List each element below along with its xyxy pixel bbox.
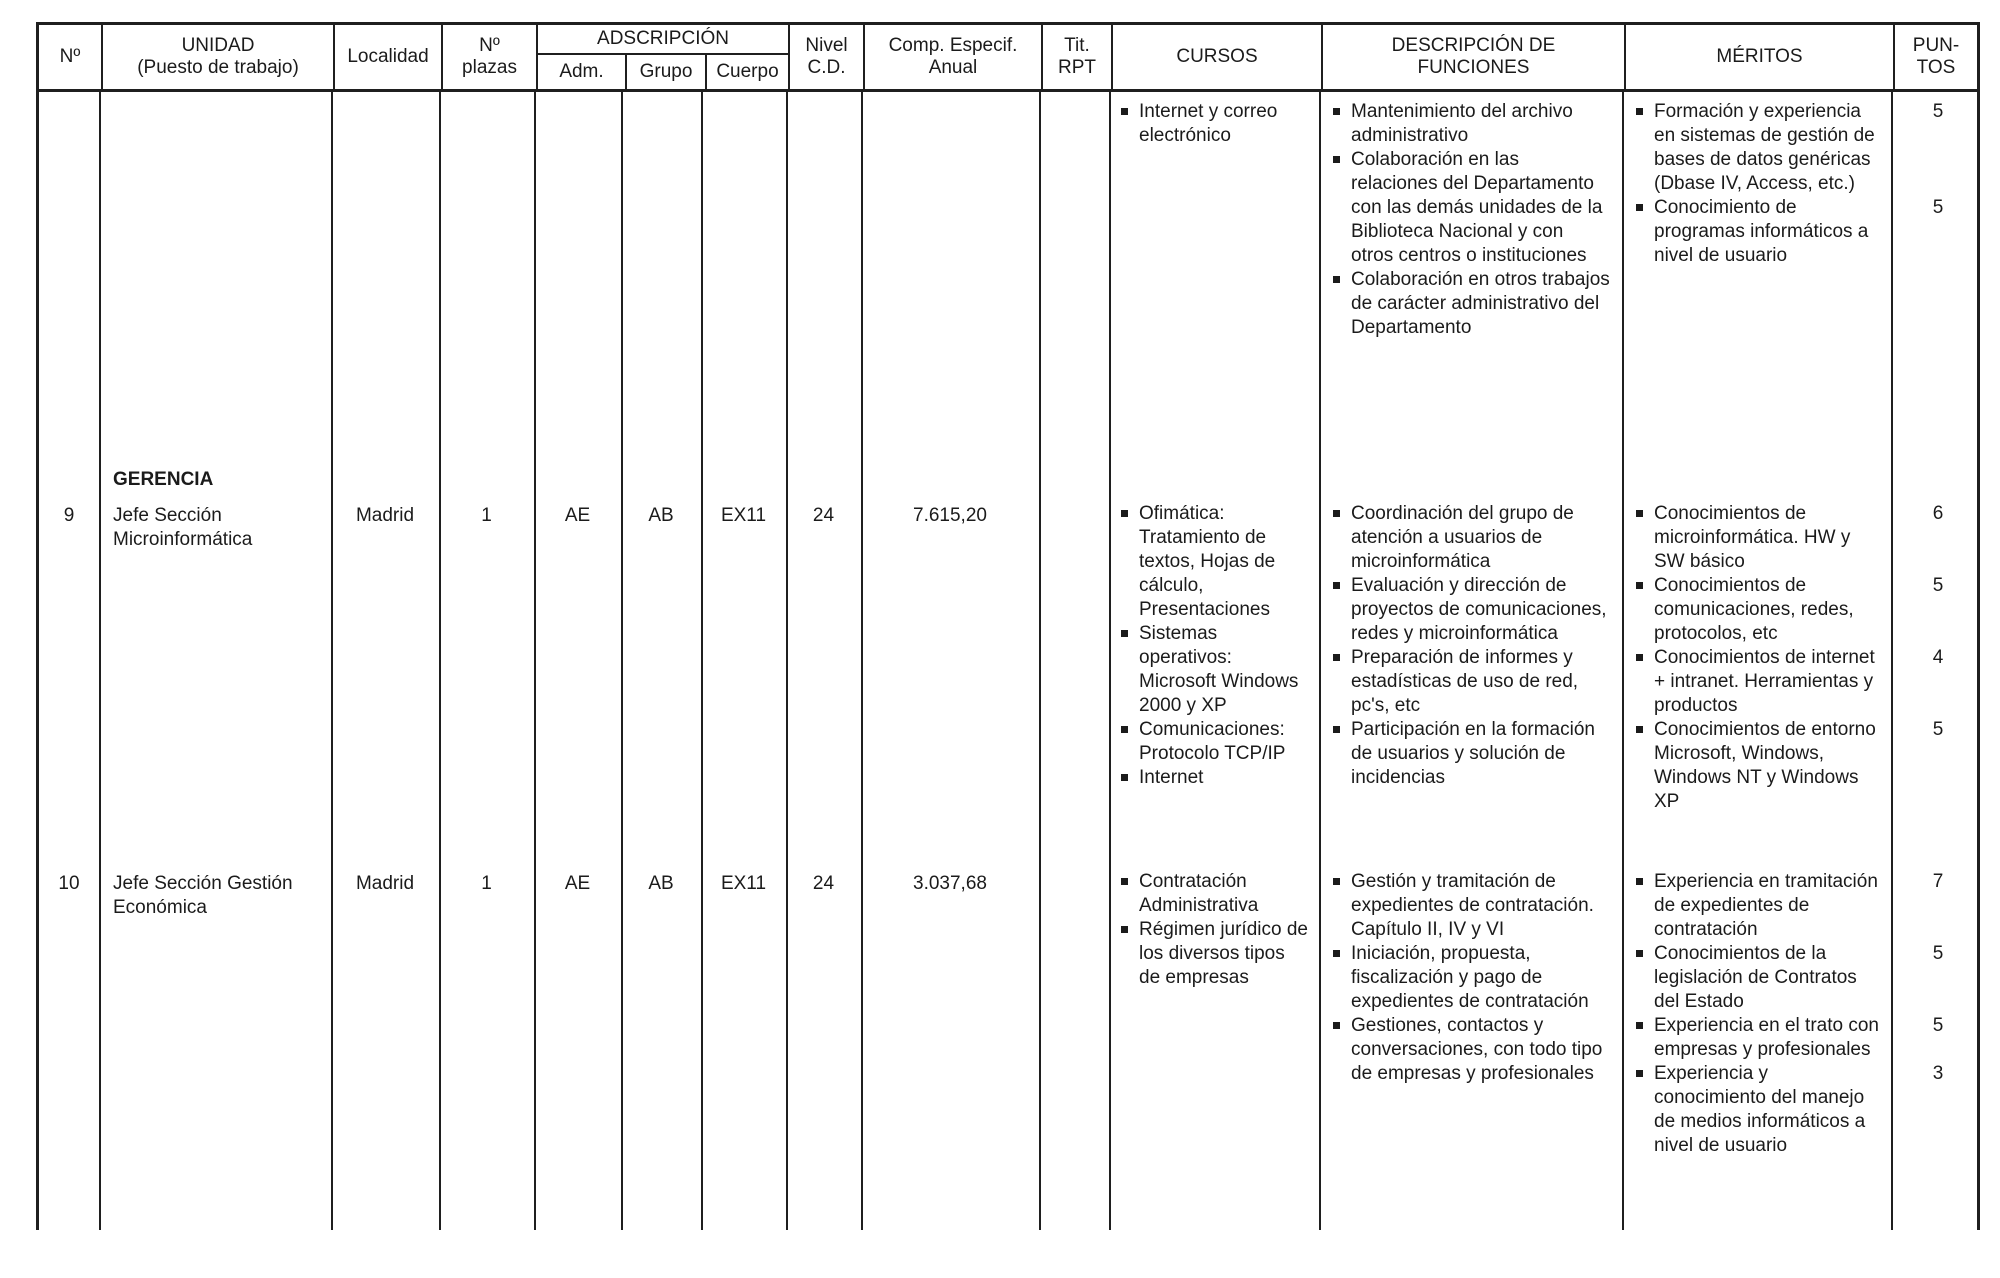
- header-adm: Adm.: [559, 61, 604, 82]
- bullet-square-icon: [1636, 878, 1643, 885]
- list-item: [1121, 502, 1309, 622]
- list-item: [1121, 100, 1309, 148]
- cell-cuerpo: EX11: [720, 873, 767, 894]
- table-body: [36, 92, 1980, 1230]
- funcion-text: Participación en la formación de usuarios y solución de incidencias: [1351, 719, 1595, 788]
- merit-text: Conocimientos de comunicaciones, redes, protocolos, etc: [1654, 575, 1854, 644]
- bullet-square-icon: [1121, 108, 1128, 115]
- header-unidad: [101, 25, 333, 89]
- header-comp: [863, 25, 1041, 89]
- column-divider: [1039, 92, 1041, 1230]
- merit-item: [1624, 942, 1893, 1014]
- cell-no: 10: [58, 873, 80, 894]
- merit-points: 5: [1932, 1015, 1944, 1036]
- list-item: [1333, 574, 1610, 646]
- cursos-list: [1111, 100, 1319, 148]
- list-item: [1333, 942, 1610, 1014]
- merit-points: 6: [1932, 503, 1944, 524]
- funcion-text: Mantenimiento del archivo administrativo: [1351, 101, 1573, 146]
- merit-item: [1624, 870, 1893, 942]
- list-item: [1333, 148, 1610, 268]
- bullet-square-icon: [1333, 878, 1340, 885]
- funcion-text: Coordinación del grupo de atención a usuarios de microinformática: [1351, 503, 1574, 572]
- funciones-list: [1321, 100, 1622, 340]
- merit-text: Conocimientos de internet + intranet. Herramientas y productos: [1654, 647, 1875, 716]
- cell-grupo: AB: [648, 873, 674, 894]
- header-tit-line1: Tit.: [1064, 35, 1090, 56]
- header-adscripcion-subrow: [538, 55, 788, 89]
- funciones-list: [1321, 502, 1622, 790]
- cursos-list: [1111, 870, 1319, 990]
- merit-text: Experiencia y conocimiento del manejo de medios informáticos a nivel de usuario: [1654, 1063, 1866, 1156]
- bullet-square-icon: [1333, 654, 1340, 661]
- bullet-square-icon: [1121, 774, 1128, 781]
- course-text: Régimen jurídico de los diversos tipos de empresas: [1139, 919, 1308, 988]
- column-divider: [621, 92, 623, 1230]
- header-nivel-line1: Nivel: [805, 35, 848, 56]
- list-item: [1121, 718, 1309, 766]
- column-divider: [861, 92, 863, 1230]
- funcion-text: Iniciación, propuesta, fiscalización y pago de expedientes de contratación: [1351, 943, 1589, 1012]
- list-item: [1333, 100, 1610, 148]
- merit-points: 5: [1932, 943, 1944, 964]
- header-meritos-label: MÉRITOS: [1716, 46, 1803, 67]
- list-item: [1121, 918, 1309, 990]
- header-comp-line1: Comp. Especif.: [888, 35, 1018, 56]
- cell-grupo: AB: [648, 505, 674, 526]
- merit-text: Conocimiento de programas informáticos a nivel de usuario: [1654, 197, 1869, 266]
- cell-unidad: Jefe Sección Gestión Económica: [113, 873, 293, 918]
- merit-item: [1624, 646, 1893, 718]
- header-localidad: [333, 25, 441, 89]
- header-localidad-label: Localidad: [347, 46, 429, 67]
- column-divider: [534, 92, 536, 1230]
- merit-points: 5: [1932, 719, 1944, 740]
- list-item: [1121, 766, 1309, 790]
- bullet-square-icon: [1636, 510, 1643, 517]
- merit-points: 7: [1932, 871, 1944, 892]
- cell-unidad: Jefe Sección Microinformática: [113, 505, 253, 550]
- header-nivel-line2: C.D.: [807, 57, 846, 78]
- column-divider: [701, 92, 703, 1230]
- funcion-text: Evaluación y dirección de proyectos de comunicaciones, redes y microinformática: [1351, 575, 1607, 644]
- header-puntos: [1893, 25, 1977, 89]
- header-funciones-line1: DESCRIPCIÓN DE: [1391, 35, 1556, 56]
- merit-item: [1624, 196, 1893, 268]
- course-text: Internet: [1139, 767, 1204, 788]
- cell-nivel: 24: [812, 873, 835, 894]
- header-cuerpo: Cuerpo: [705, 55, 788, 89]
- bullet-square-icon: [1121, 726, 1128, 733]
- header-funciones-line2: FUNCIONES: [1417, 57, 1530, 78]
- header-comp-line2: Anual: [928, 57, 978, 78]
- bullet-square-icon: [1333, 156, 1340, 163]
- cell-localidad: Madrid: [355, 505, 415, 526]
- cell-adm: AE: [564, 873, 591, 894]
- list-item: [1121, 870, 1309, 918]
- cell-comp: 7.615,20: [913, 505, 987, 526]
- header-nivel: [788, 25, 863, 89]
- merit-text: Experiencia en el trato con empresas y profesionales: [1654, 1015, 1879, 1060]
- header-cursos: [1111, 25, 1321, 89]
- merit-text: Conocimientos de la legislación de Contratos del Estado: [1654, 943, 1857, 1012]
- header-tit-line2: RPT: [1058, 57, 1096, 78]
- merit-text: Formación y experiencia en sistemas de gestión de bases de datos genéricas (Dbase IV, Access, etc.): [1654, 101, 1875, 194]
- meritos-list: [1624, 100, 1983, 268]
- list-item: [1333, 718, 1610, 790]
- column-divider: [439, 92, 441, 1230]
- merit-text: Experiencia en tramitación de expedientes de contratación: [1654, 871, 1878, 940]
- header-no: [39, 25, 101, 89]
- table-header: [36, 22, 1980, 92]
- bullet-square-icon: [1121, 630, 1128, 637]
- cursos-list: [1111, 502, 1319, 790]
- bullet-square-icon: [1333, 1022, 1340, 1029]
- cell-plazas: 1: [481, 873, 492, 894]
- header-plazas: [441, 25, 536, 89]
- merit-points: 4: [1932, 647, 1944, 668]
- column-divider: [99, 92, 101, 1230]
- merit-item: [1624, 1014, 1893, 1062]
- header-puntos-line2: TOS: [1916, 57, 1956, 78]
- course-text: Internet y correo electrónico: [1139, 101, 1278, 146]
- cell-cuerpo: EX11: [720, 505, 767, 526]
- meritos-list: [1624, 502, 1983, 814]
- merit-item: [1624, 100, 1893, 196]
- section-title: GERENCIA: [113, 469, 214, 490]
- header-funciones: [1321, 25, 1624, 89]
- bullet-square-icon: [1636, 204, 1643, 211]
- bullet-square-icon: [1636, 1070, 1643, 1077]
- cell-plazas: 1: [481, 505, 492, 526]
- course-text: Comunicaciones: Protocolo TCP/IP: [1139, 719, 1286, 764]
- bullet-square-icon: [1333, 276, 1340, 283]
- header-unidad-line1: UNIDAD: [181, 35, 255, 56]
- bullet-square-icon: [1333, 108, 1340, 115]
- header-no-label: Nº: [59, 46, 81, 67]
- bullet-square-icon: [1121, 878, 1128, 885]
- cell-no: 9: [63, 505, 75, 526]
- merit-item: [1624, 1062, 1893, 1158]
- bullet-square-icon: [1636, 950, 1643, 957]
- header-unidad-line2: (Puesto de trabajo): [137, 57, 299, 78]
- header-grupo: Grupo: [625, 55, 705, 89]
- merit-item: [1624, 502, 1893, 574]
- header-tit: [1041, 25, 1111, 89]
- course-text: Sistemas operativos: Microsoft Windows 2000 y XP: [1139, 623, 1299, 716]
- bullet-square-icon: [1333, 726, 1340, 733]
- bullet-square-icon: [1121, 926, 1128, 933]
- merit-item: [1624, 718, 1893, 814]
- header-puntos-line1: PUN-: [1912, 35, 1960, 56]
- bullet-square-icon: [1333, 950, 1340, 957]
- cell-adm: AE: [564, 505, 591, 526]
- list-item: [1333, 502, 1610, 574]
- merit-text: Conocimientos de microinformática. HW y SW básico: [1654, 503, 1851, 572]
- cell-localidad: Madrid: [355, 873, 415, 894]
- merit-text: Conocimientos de entorno Microsoft, Windows, Windows NT y Windows XP: [1654, 719, 1876, 812]
- bullet-square-icon: [1333, 510, 1340, 517]
- meritos-list: [1624, 870, 1983, 1158]
- funcion-text: Colaboración en otros trabajos de carácter administrativo del Departamento: [1351, 269, 1610, 338]
- merit-points: 5: [1932, 101, 1944, 122]
- funciones-list: [1321, 870, 1622, 1086]
- bullet-square-icon: [1121, 510, 1128, 517]
- list-item: [1333, 646, 1610, 718]
- bullet-square-icon: [1636, 108, 1643, 115]
- bullet-square-icon: [1636, 654, 1643, 661]
- column-divider: [786, 92, 788, 1230]
- funcion-text: Gestiones, contactos y conversaciones, con todo tipo de empresas y profesionales: [1351, 1015, 1603, 1084]
- cell-nivel: 24: [812, 505, 835, 526]
- merit-points: 5: [1932, 575, 1944, 596]
- header-adscripcion-group: [536, 25, 788, 89]
- header-meritos: [1624, 25, 1893, 89]
- course-text: Ofimática: Tratamiento de textos, Hojas de cálculo, Presentaciones: [1139, 503, 1276, 620]
- header-cursos-label: CURSOS: [1176, 46, 1258, 67]
- list-item: [1333, 1014, 1610, 1086]
- list-item: [1333, 268, 1610, 340]
- header-adscripcion-label: ADSCRIPCIÓN: [538, 25, 788, 55]
- cell-comp: 3.037,68: [913, 873, 987, 894]
- bullet-square-icon: [1636, 1022, 1643, 1029]
- funcion-text: Gestión y tramitación de expedientes de contratación. Capítulo II, IV y VI: [1351, 871, 1594, 940]
- merit-item: [1624, 574, 1893, 646]
- funcion-text: Colaboración en las relaciones del Departamento con las demás unidades de la Biblioteca Nacional y con otros centros o instituciones: [1351, 149, 1603, 266]
- merit-points: 3: [1932, 1063, 1944, 1084]
- funcion-text: Preparación de informes y estadísticas de uso de red, pc's, etc: [1351, 647, 1579, 716]
- header-plazas-line1: Nº: [479, 35, 500, 56]
- list-item: [1121, 622, 1309, 718]
- list-item: [1333, 870, 1610, 942]
- merit-points: 5: [1932, 197, 1944, 218]
- bullet-square-icon: [1636, 582, 1643, 589]
- bullet-square-icon: [1636, 726, 1643, 733]
- column-divider: [331, 92, 333, 1230]
- header-plazas-line2: plazas: [462, 57, 517, 78]
- bullet-square-icon: [1333, 582, 1340, 589]
- course-text: Contratación Administrativa: [1139, 871, 1259, 916]
